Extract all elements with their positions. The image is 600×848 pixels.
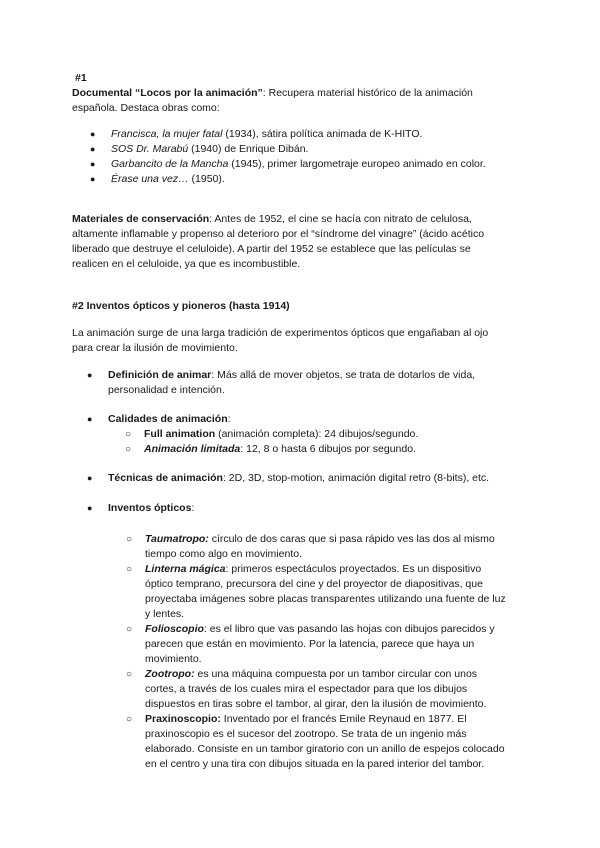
work-detail: (1940) de Enrique Dibán. <box>188 143 309 155</box>
bullet-icon: ● <box>87 503 93 513</box>
calidad-text: : 12, 8 o hasta 6 dibujos por segundo. <box>240 443 416 455</box>
invento-line: proyectaba imágenes sobre placas transparentes utilizando una fuente de luz <box>145 593 506 605</box>
tecnicas-text: : 2D, 3D, stop-motion, animación digital retro (8-bits), etc. <box>222 472 490 484</box>
bullet-icon: ● <box>87 473 93 483</box>
definicion-label: Definición de animar <box>108 369 212 381</box>
invento-entry <box>126 532 526 562</box>
bullet-icon: ● <box>90 159 96 169</box>
invento-entry <box>126 562 526 622</box>
sublist-item <box>125 442 544 457</box>
bullet-icon: ● <box>90 144 96 154</box>
work-title: Francisca, la mujer fatal <box>111 128 223 140</box>
section-heading: #2 Inventos ópticos y pioneros (hasta 1914) <box>72 300 290 312</box>
invento-label: Folioscopio <box>145 623 204 635</box>
invento-entry <box>126 667 526 712</box>
invento-label: Linterna mágica <box>145 563 226 575</box>
invento-line: dispuestos en tiras sobre el tambor, al girar, den la ilusión de movimiento. <box>145 698 487 710</box>
calidades-label: Calidades de animación <box>108 413 228 425</box>
invento-entry <box>126 622 526 667</box>
inventos-sublist <box>126 532 526 772</box>
invento-label: Praxinoscopio: <box>145 713 221 725</box>
bullet-icon: ● <box>87 370 93 380</box>
invento-line: y lentes. <box>145 608 185 620</box>
list-item <box>90 127 551 142</box>
circle-bullet-icon: ○ <box>126 624 133 635</box>
sublist-item <box>125 427 544 442</box>
materiales-label: Materiales de conservación <box>72 213 210 225</box>
intro-line: La animación surge de una larga tradición de experimentos ópticos que engañaban al ojo <box>72 327 489 339</box>
circle-bullet-icon: ○ <box>125 429 132 440</box>
calidad-text: (animación completa): 24 dibujos/segundo. <box>215 428 419 440</box>
tecnicas-label: Técnicas de animación <box>108 472 223 484</box>
calidad-label: Full animation <box>144 428 216 440</box>
calidades-sublist <box>125 427 544 457</box>
invento-line: elaborado. Consiste en un tambor giratorio con un anillo de espejos colocado <box>145 743 505 755</box>
materiales-text: : Antes de 1952, el cine se hacía con nitrato de celulosa, <box>209 213 472 225</box>
invento-line: parecen que están en movimiento. Por la latencia, parece que haya un <box>145 638 475 650</box>
documental-paragraph-line-1 <box>72 86 473 101</box>
circle-bullet-icon: ○ <box>126 534 133 545</box>
circle-bullet-icon: ○ <box>126 714 133 725</box>
invento-entry <box>126 712 526 772</box>
section-number: #1 <box>75 72 87 84</box>
work-detail: (1945), primer largometraje europeo animado en color. <box>228 158 486 170</box>
invento-line: movimiento. <box>145 653 202 665</box>
definicion-text: : Más allá de mover objetos, se trata de dotarlos de vida, <box>211 369 476 381</box>
definicion-line: personalidad e intención. <box>108 384 225 396</box>
circle-bullet-icon: ○ <box>126 564 133 575</box>
materiales-line <box>72 212 484 227</box>
inventos-colon: : <box>191 502 195 514</box>
tecnicas-item <box>87 471 548 486</box>
invento-text: Inventado por el francés Emile Reynaud en 1877. El <box>220 713 467 725</box>
calidades-colon: : <box>227 413 231 425</box>
materiales-line: altamente inflamable y propenso al deterioro por el “síndrome del vinagre” (ácido acético <box>72 228 485 240</box>
bullet-icon: ● <box>90 174 96 184</box>
work-detail: (1934), sátira política animada de K-HITO. <box>222 128 423 140</box>
bullet-icon: ● <box>87 414 93 424</box>
inventos-item <box>87 501 548 516</box>
list-item <box>90 172 551 187</box>
invento-text: círculo de dos caras que si pasa rápido ves las dos al mismo <box>208 533 495 545</box>
documental-text: : Recupera material histórico de la animación <box>262 87 473 99</box>
invento-line: cortes, a través de los cuales mira el espectador para que los dibujos <box>145 683 468 695</box>
invento-line: praxinoscopio es el sucesor del zootropo. Se trata de un ingenio más <box>145 728 467 740</box>
invento-text: es una máquina compuesta por un tambor circular con unos <box>194 668 478 680</box>
materiales-line: liberado que destruye el celuloide). A partir del 1952 se establece que las películas se <box>72 243 471 255</box>
calidades-item <box>87 412 548 427</box>
circle-bullet-icon: ○ <box>126 669 133 680</box>
invento-label: Zootropo: <box>145 668 195 680</box>
calidad-label: Animación limitada <box>144 443 241 455</box>
work-title: Érase una vez… <box>111 173 189 185</box>
list-item <box>90 157 551 172</box>
invento-line: tiempo como algo en movimiento. <box>145 548 302 560</box>
work-title: Garbancito de la Mancha <box>111 158 229 170</box>
documental-paragraph-line-2: española. Destaca obras como: <box>72 102 220 114</box>
inventos-label: Inventos ópticos <box>108 502 192 514</box>
materiales-line: realicen en el celuloide, ya que es incombustible. <box>72 258 301 270</box>
invento-text: : primeros espectáculos proyectados. Es un dispositivo <box>225 563 482 575</box>
intro-line: para crear la ilusión de movimiento. <box>72 342 238 354</box>
work-detail: (1950). <box>188 173 225 185</box>
documental-label: Documental “Locos por la animación” <box>72 87 263 99</box>
invento-text: : es el libro que vas pasando las hojas con dibujos parecidos y <box>203 623 495 635</box>
invento-line: óptico temprano, precursora del cine y del proyector de diapositivas, que <box>145 578 483 590</box>
definicion-item <box>87 368 548 398</box>
works-list <box>90 127 551 187</box>
invento-line: en el centro y una tira con dibujos situada en la pared interior del tambor. <box>145 758 485 770</box>
materiales-paragraph <box>72 212 484 272</box>
bullet-icon: ● <box>90 129 96 139</box>
list-item <box>90 142 551 157</box>
work-title: SOS Dr. Marabú <box>111 143 189 155</box>
intro-paragraph <box>72 326 488 356</box>
invento-label: Taumatropo: <box>145 533 209 545</box>
circle-bullet-icon: ○ <box>125 444 132 455</box>
